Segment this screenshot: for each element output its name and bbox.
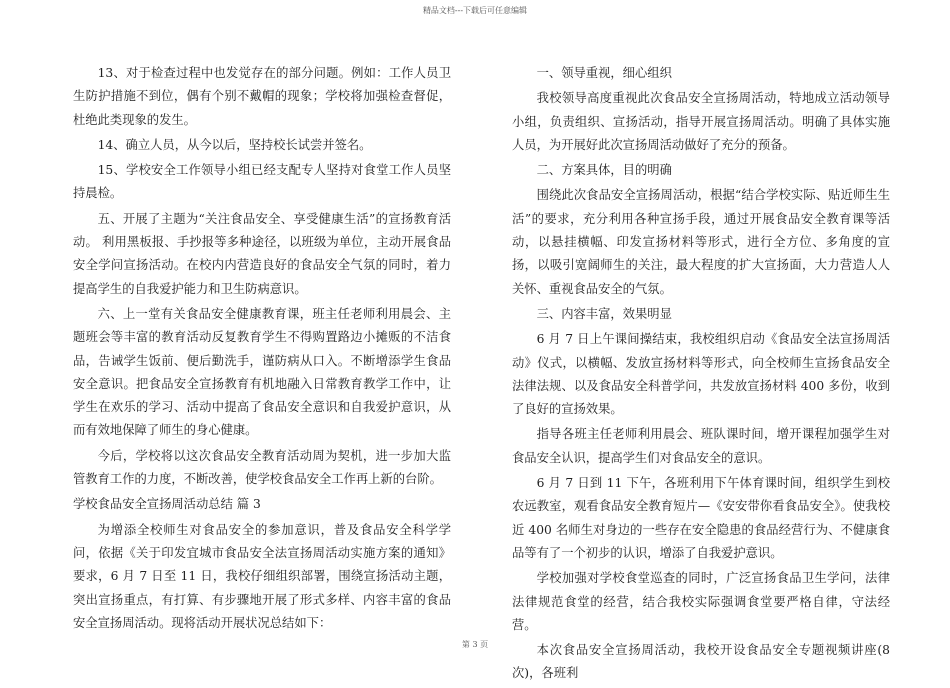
paragraph: 为增添全校师生对食品安全的参加意识，普及食品安全科学学问，依据《关于印发宜城市食品安全法宣扬周活动实施方案的通知》要求，6 月 7 日至 11 日，我校仔细组织部署，围绕宣扬活动主题，突出宣扬重点，有打算、有步骤地开展了形式多样、内容丰富的食品安全宣扬周活动。现将活动开展状况总结如下： bbox=[73, 522, 451, 630]
paragraph: 五、开展了主题为“关注食品安全、享受健康生活”的宣扬教育活动。 利用黑板报、手抄报等多种途径，以班级为单位，主动开展食品安全学问宣扬活动。在校内内营造良好的食品安全气氛的同时，着力提高学生的自我爱护能力和卫生防病意识。 bbox=[73, 211, 451, 296]
paragraph: 6 月 7 日到 11 下午，各班利用下午体育课时间，组织学生到校农远教室，观看食品安全教育短片—《安安带你看食品安全》。使我校近 400 名师生对身边的一些存在安全隐患的食品经营行为、不健康食品等有了一个初步的认识，增添了自我爱护意识。 bbox=[512, 476, 890, 560]
paragraph: 13、对于检查过程中也发觉存在的部分问题。例如：工作人员卫生防护措施不到位，偶有个别不戴帽的现象；学校将加强检查督促，杜绝此类现象的发生。 bbox=[73, 66, 451, 127]
paragraph: 14、确立人员，从今以后，坚持校长试尝并签名。 bbox=[97, 137, 372, 152]
paragraph: 六、上一堂有关食品安全健康教育课，班主任老师利用晨会、主题班会等丰富的教育活动反复教育学生不得购置路边小摊贩的不洁食品，告诫学生饭前、便后勤洗手，谨防病从口入。不断增添学生食品安全意识。把食品安全宣扬教育有机地融入日常教育教学工作中，让学生在欢乐的学习、活动中提高了食品安全意识和自我爱护意识，从而有效地保障了师生的身心健康。 bbox=[73, 306, 451, 438]
section-heading: 三、内容丰富，效果明显 bbox=[536, 306, 672, 321]
right-column bbox=[512, 62, 890, 688]
paragraph: 学校加强对学校食堂巡查的同时，广泛宣扬食品卫生学问，法律法律规范食堂的经营，结合我校实际强调食堂要严格自律，守法经营。 bbox=[512, 571, 890, 632]
section-title: 学校食品安全宣扬周活动总结 篇 3 bbox=[73, 497, 261, 512]
page-header: 精品文档---下载后可任意编辑 bbox=[422, 6, 528, 15]
paragraph: 15、学校安全工作领导小组已经支配专人坚持对食堂工作人员坚持晨检。 bbox=[73, 163, 451, 201]
paragraph: 今后，学校将以这次食品安全教育活动周为契机，进一步加大监管教育工作的力度，不断改善，使学校食品安全工作再上新的台阶。 bbox=[73, 448, 451, 487]
paragraph: 指导各班主任老师利用晨会、班队课时间，增开课程加强学生对食品安全认识，提高学生们对食品安全的意识。 bbox=[512, 427, 890, 465]
section-heading: 二、方案具体，目的明确 bbox=[536, 163, 672, 178]
section-heading: 一、领导重视，细心组织 bbox=[536, 66, 672, 80]
paragraph: 6 月 7 日上午课间操结束，我校组织启动《食品安全法宣扬周活动》仪式，以横幅、发放宣扬材料等形式，向全校师生宣扬食品安全法律法规、以及食品安全科普学问，共发放宣扬材料 400 多份，收到了良好的宣扬效果。 bbox=[512, 332, 890, 417]
page-number: 第 3 页 bbox=[461, 640, 489, 649]
paragraph: 围绕此次食品安全宣扬周活动，根据“结合学校实际、贴近师生生活”的要求，充分利用各种宣扬手段，通过开展食品安全教育课等活动，以悬挂横幅、印发宣扬材料等形式，进行全方位、多角度的宣扬，以吸引宽阔师生的关注，最大程度的扩大宣扬面，大力营造人人关怀、重视食品安全的气氛。 bbox=[512, 188, 890, 296]
paragraph: 我校领导高度重视此次食品安全宣扬周活动，特地成立活动领导小组，负责组织、宣扬活动，指导开展宣扬周活动。明确了具体实施人员，为开展好此次宣扬周活动做好了充分的预备。 bbox=[512, 91, 890, 152]
left-column bbox=[73, 62, 451, 637]
paragraph: 本次食品安全宣扬周活动，我校开设食品安全专题视频讲座(8次)，各班利 bbox=[512, 643, 890, 681]
